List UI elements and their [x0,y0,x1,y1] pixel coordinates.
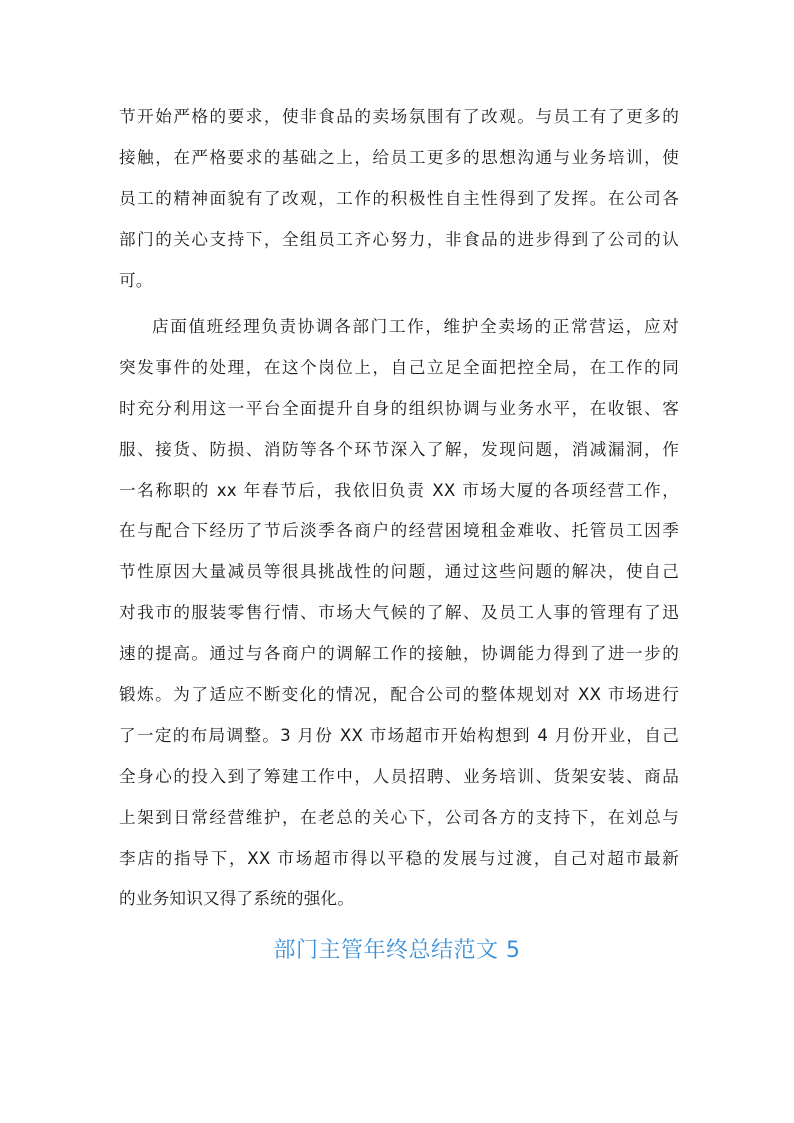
paragraph-line: 接触，在严格要求的基础之上，给员工更多的思想沟通与业务培训，使 [119,147,679,167]
paragraph-line: 店面值班经理负责协调各部门工作，维护全卖场的正常营运，应对 [152,317,679,336]
paragraph-2 [119,307,679,920]
paragraph-line: 服、接货、防损、消防等各个环节深入了解，发现问题，消减漏洞，作 [119,439,679,459]
paragraph-line: 了一定的布局调整。3 月份 XX 市场超市开始构想到 4 月份开业，自己 [119,725,679,745]
paragraph-line: 时充分利用这一平台全面提升自身的组织协调与业务水平，在收银、客 [119,398,679,418]
section-heading: 部门主管年终总结范文 5 [273,938,521,963]
paragraph-line: 节性原因大量减员等很具挑战性的问题，通过这些问题的解决，使自己 [119,562,679,582]
paragraph-line: 节开始严格的要求，使非食品的卖场氛围有了改观。与员工有了更多的 [119,107,679,126]
paragraph-line: 全身心的投入到了筹建工作中，人员招聘、业务培训、货架安装、商品 [119,766,679,786]
paragraph-line: 的业务知识又得了系统的强化。 [119,889,355,909]
paragraph-line: 在与配合下经历了节后淡季各商户的经营困境租金难收、托管员工因季 [119,521,679,541]
paragraph-line: 上架到日常经营维护，在老总的关心下，公司各方的支持下，在刘总与 [119,807,679,827]
paragraph-line: 对我市的服装零售行情、市场大气候的了解、及员工人事的管理有了迅 [119,603,679,623]
paragraph-line: 速的提高。通过与各商户的调解工作的接触，协调能力得到了进一步的 [119,644,679,664]
paragraph-line: 部门的关心支持下，全组员工齐心努力，非食品的进步得到了公司的认 [119,229,679,249]
paragraph-line: 锻炼。为了适应不断变化的情况，配合公司的整体规划对 XX 市场进行 [119,685,679,705]
paragraph-line: 李店的指导下，XX 市场超市得以平稳的发展与过渡，自己对超市最新 [119,848,679,868]
paragraph-line: 突发事件的处理，在这个岗位上，自己立足全面把控全局，在工作的同 [119,357,679,377]
paragraph-1 [119,97,679,301]
paragraph-line: 一名称职的 xx 年春节后，我依旧负责 XX 市场大厦的各项经营工作， [119,480,679,500]
paragraph-line: 可。 [119,270,153,290]
paragraph-line: 员工的精神面貌有了改观，工作的积极性自主性得到了发挥。在公司各 [119,188,679,208]
